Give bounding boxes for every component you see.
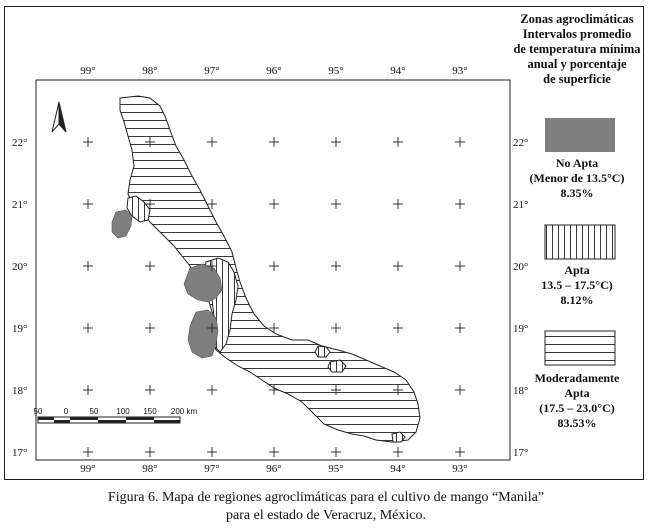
- lon-top-label: 97°: [204, 65, 220, 77]
- lat-left-label: 17°: [12, 447, 28, 459]
- legend-title: [508, 12, 646, 87]
- zone-no-apta: [188, 310, 218, 358]
- lat-left-label: 19°: [12, 323, 28, 335]
- north-arrow-icon: [52, 102, 66, 132]
- scale-label: 150: [143, 407, 157, 416]
- lon-top-label: 93°: [452, 65, 468, 77]
- legend-line: 8.12%: [560, 293, 594, 307]
- lon-bottom-label: 96°: [266, 463, 282, 475]
- lon-bottom-label: 99°: [80, 463, 96, 475]
- lon-top-label: 95°: [328, 65, 344, 77]
- legend-title-line: anual y porcentaje: [527, 57, 627, 71]
- lon-bottom-label: 95°: [328, 463, 344, 475]
- map-frame: [33, 80, 510, 460]
- lat-left-label: 21°: [12, 199, 28, 211]
- latitude-labels-left: [12, 137, 27, 459]
- legend-line: Apta: [564, 386, 590, 400]
- legend-title-line: Intervalos promedio: [522, 27, 632, 41]
- figure-caption-line2: para el estado de Veracruz, México.: [226, 508, 426, 523]
- legend-label-moderadamente-apta: [508, 371, 646, 431]
- lon-bottom-label: 97°: [204, 463, 220, 475]
- scale-label: 50: [89, 407, 99, 416]
- scale-label: 200 km: [170, 407, 198, 416]
- legend-title-line: de superficie: [543, 72, 611, 86]
- legend-line: (17.5 – 23.0°C): [539, 401, 615, 415]
- lon-top-label: 98°: [142, 65, 158, 77]
- lon-bottom-label: 98°: [142, 463, 158, 475]
- legend-label-no-apta: [508, 156, 646, 201]
- figure-caption-line1: Figura 6. Mapa de regiones agroclimáticas para el cultivo de mango “Manila”: [107, 490, 545, 505]
- lon-top-label: 94°: [390, 65, 406, 77]
- longitude-labels-bottom: [80, 463, 467, 475]
- lat-right-label: 17°: [513, 447, 529, 459]
- legend-line: 83.53%: [557, 416, 597, 430]
- legend-label-apta: [508, 263, 646, 308]
- lat-right-label: 21°: [513, 199, 529, 211]
- legend-line: Moderadamente: [534, 371, 620, 385]
- legend-line: 13.5 – 17.5°C): [541, 278, 613, 292]
- lat-left-label: 20°: [12, 261, 28, 273]
- scale-bar: [34, 407, 198, 423]
- lat-left-label: 22°: [12, 137, 28, 149]
- zone-no-apta: [112, 210, 132, 238]
- lat-right-label: 19°: [513, 323, 529, 335]
- lat-right-label: 18°: [513, 385, 529, 397]
- legend-title-line: de temperatura mínima: [513, 42, 641, 56]
- legend-swatch-moderadamente-apta: [545, 331, 615, 365]
- scale-label: 50: [33, 407, 43, 416]
- legend-title-line: Zonas agroclimáticas: [520, 12, 634, 26]
- scale-label: 100: [116, 407, 130, 416]
- lon-top-label: 96°: [266, 65, 282, 77]
- legend-line: (Menor de 13.5°C): [529, 171, 625, 185]
- longitude-labels-top: [80, 65, 467, 77]
- lat-right-label: 22°: [513, 137, 529, 149]
- legend-line: Apta: [564, 263, 590, 277]
- lat-right-label: 20°: [513, 261, 529, 273]
- lon-top-label: 99°: [80, 65, 96, 77]
- lon-bottom-label: 94°: [390, 463, 406, 475]
- lat-left-label: 18°: [12, 385, 28, 397]
- legend-line: 8.35%: [560, 186, 594, 200]
- legend-swatch-apta: [545, 225, 615, 259]
- legend-swatch-no-apta: [545, 118, 615, 152]
- legend-line: No Apta: [555, 156, 599, 170]
- lon-bottom-label: 93°: [452, 463, 468, 475]
- scale-label: 0: [63, 407, 69, 416]
